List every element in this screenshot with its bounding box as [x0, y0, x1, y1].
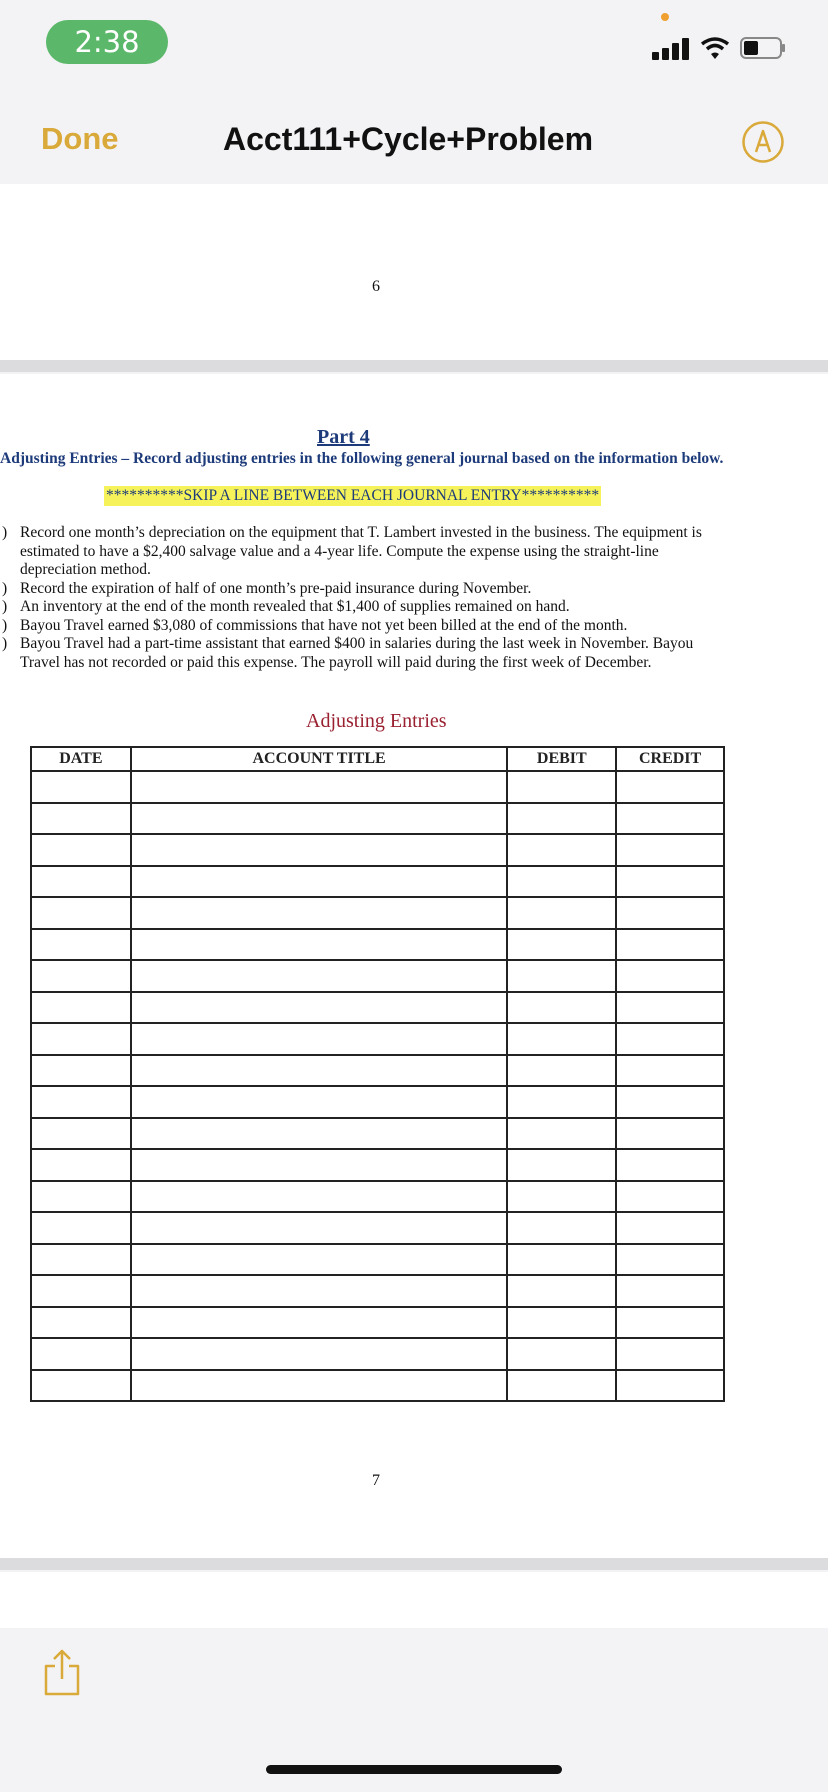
date-cell[interactable] [31, 1244, 131, 1276]
date-cell[interactable] [31, 1055, 131, 1087]
page-divider [0, 360, 828, 372]
credit-cell[interactable] [616, 960, 724, 992]
account-title-cell[interactable] [131, 992, 508, 1024]
date-cell[interactable] [31, 929, 131, 961]
debit-cell[interactable] [507, 834, 616, 866]
date-cell[interactable] [31, 1338, 131, 1370]
debit-cell[interactable] [507, 897, 616, 929]
pdf-page-6 [0, 184, 828, 360]
table-row [31, 1275, 724, 1307]
pdf-page-8 [0, 1572, 828, 1628]
header-date: DATE [31, 747, 131, 771]
date-cell[interactable] [31, 1275, 131, 1307]
item-text-line: Record one month’s depreciation on the equipment that T. Lambert invested in the business. The equipment is [20, 524, 702, 541]
page-number: 6 [372, 278, 380, 295]
adjustment-item [0, 580, 800, 599]
table-row [31, 929, 724, 961]
document-title: Acct111+Cycle+Problem [223, 121, 594, 157]
header-account-title: ACCOUNT TITLE [131, 747, 508, 771]
wifi-icon [700, 36, 730, 60]
adjustment-item [0, 598, 800, 617]
adjustment-items-list [0, 524, 800, 672]
table-row [31, 1338, 724, 1370]
account-title-cell[interactable] [131, 1307, 508, 1339]
date-cell[interactable] [31, 1086, 131, 1118]
date-cell[interactable] [31, 803, 131, 835]
debit-cell[interactable] [507, 1023, 616, 1055]
credit-cell[interactable] [616, 834, 724, 866]
table-row [31, 897, 724, 929]
table-row [31, 803, 724, 835]
table-row [31, 1244, 724, 1276]
account-title-cell[interactable] [131, 1055, 508, 1087]
account-title-cell[interactable] [131, 1181, 508, 1213]
header-debit: DEBIT [507, 747, 616, 771]
privacy-indicator-dot [661, 13, 669, 21]
page-number: 7 [372, 1472, 380, 1489]
date-cell[interactable] [31, 1181, 131, 1213]
status-time-text: 2:38 [74, 25, 140, 59]
table-title: Adjusting Entries [306, 710, 447, 732]
table-row [31, 1212, 724, 1244]
credit-cell[interactable] [616, 1023, 724, 1055]
pdf-page-7 [0, 374, 828, 1558]
table-row [31, 771, 724, 803]
table-row [31, 1055, 724, 1087]
credit-cell[interactable] [616, 1275, 724, 1307]
debit-cell[interactable] [507, 1370, 616, 1402]
share-icon[interactable] [42, 1648, 82, 1698]
table-row [31, 1181, 724, 1213]
date-cell[interactable] [31, 771, 131, 803]
credit-cell[interactable] [616, 1055, 724, 1087]
debit-cell[interactable] [507, 803, 616, 835]
date-cell[interactable] [31, 992, 131, 1024]
item-text-line: depreciation method. [20, 561, 151, 578]
credit-cell[interactable] [616, 771, 724, 803]
item-marker: ) [2, 524, 8, 541]
table-row [31, 1118, 724, 1150]
credit-cell[interactable] [616, 803, 724, 835]
item-text-line: An inventory at the end of the month revealed that $1,400 of supplies remained on hand. [20, 598, 570, 615]
account-title-cell[interactable] [131, 960, 508, 992]
part-title: Part 4 [317, 426, 370, 448]
credit-cell[interactable] [616, 1181, 724, 1213]
skip-line-highlight: **********SKIP A LINE BETWEEN EACH JOURNAL ENTRY********** [106, 487, 600, 504]
status-time [46, 20, 168, 64]
item-marker: ) [2, 598, 8, 615]
table-row [31, 866, 724, 898]
home-indicator [266, 1765, 562, 1774]
instructions-text: Adjusting Entries – Record adjusting entries in the following general journal based on the information below. [0, 450, 724, 467]
credit-cell[interactable] [616, 1086, 724, 1118]
account-title-cell[interactable] [131, 1023, 508, 1055]
debit-cell[interactable] [507, 992, 616, 1024]
date-cell[interactable] [31, 1149, 131, 1181]
table-row [31, 960, 724, 992]
table-row [31, 992, 724, 1024]
account-title-cell[interactable] [131, 834, 508, 866]
markup-pen-icon[interactable] [741, 120, 785, 164]
debit-cell[interactable] [507, 1307, 616, 1339]
table-header-row [31, 747, 724, 771]
item-text-line: estimated to have a $2,400 salvage value and a 4-year life. Compute the expense using the straight-line [20, 542, 659, 560]
date-cell[interactable] [31, 897, 131, 929]
debit-cell[interactable] [507, 1118, 616, 1150]
account-title-cell[interactable] [131, 771, 508, 803]
debit-cell[interactable] [507, 1149, 616, 1181]
debit-cell[interactable] [507, 1244, 616, 1276]
credit-cell[interactable] [616, 1338, 724, 1370]
debit-cell[interactable] [507, 929, 616, 961]
debit-cell[interactable] [507, 1055, 616, 1087]
table-row [31, 834, 724, 866]
account-title-cell[interactable] [131, 1149, 508, 1181]
debit-cell[interactable] [507, 960, 616, 992]
debit-cell[interactable] [507, 1338, 616, 1370]
account-title-cell[interactable] [131, 1118, 508, 1150]
header-credit: CREDIT [616, 747, 724, 771]
account-title-cell[interactable] [131, 866, 508, 898]
date-cell[interactable] [31, 1118, 131, 1150]
credit-cell[interactable] [616, 929, 724, 961]
credit-cell[interactable] [616, 1118, 724, 1150]
account-title-cell[interactable] [131, 1338, 508, 1370]
item-text-line: Record the expiration of half of one month’s pre-paid insurance during November. [20, 579, 532, 597]
credit-cell[interactable] [616, 1370, 724, 1402]
page-divider [0, 1558, 828, 1570]
date-cell[interactable] [31, 834, 131, 866]
adjustment-item [0, 524, 800, 580]
account-title-cell[interactable] [131, 1370, 508, 1402]
cellular-signal-icon [652, 36, 690, 60]
date-cell[interactable] [31, 1023, 131, 1055]
account-title-cell[interactable] [131, 897, 508, 929]
account-title-cell[interactable] [131, 929, 508, 961]
item-text-line: Travel has not recorded or paid this expense. The payroll will paid during the first week of December. [20, 653, 652, 671]
debit-cell[interactable] [507, 866, 616, 898]
item-marker: ) [2, 635, 8, 652]
account-title-cell[interactable] [131, 1275, 508, 1307]
date-cell[interactable] [31, 960, 131, 992]
account-title-cell[interactable] [131, 1086, 508, 1118]
table-row [31, 1086, 724, 1118]
table-row [31, 1307, 724, 1339]
item-text-line: Bayou Travel earned $3,080 of commissions that have not yet been billed at the end of the month. [20, 616, 628, 634]
credit-cell[interactable] [616, 992, 724, 1024]
table-row [31, 1149, 724, 1181]
item-marker: ) [2, 579, 8, 597]
account-title-cell[interactable] [131, 1212, 508, 1244]
credit-cell[interactable] [616, 866, 724, 898]
credit-cell[interactable] [616, 1244, 724, 1276]
done-button[interactable]: Done [41, 121, 119, 156]
debit-cell[interactable] [507, 1212, 616, 1244]
item-text-line: Bayou Travel had a part-time assistant that earned $400 in salaries during the last week in November. Bayou [20, 635, 694, 652]
debit-cell[interactable] [507, 1086, 616, 1118]
table-row [31, 1023, 724, 1055]
adjustment-item [0, 635, 800, 672]
debit-cell[interactable] [507, 771, 616, 803]
debit-cell[interactable] [507, 1275, 616, 1307]
debit-cell[interactable] [507, 1181, 616, 1213]
account-title-cell[interactable] [131, 1244, 508, 1276]
credit-cell[interactable] [616, 897, 724, 929]
credit-cell[interactable] [616, 1149, 724, 1181]
credit-cell[interactable] [616, 1212, 724, 1244]
general-journal-table [30, 746, 725, 1402]
account-title-cell[interactable] [131, 803, 508, 835]
credit-cell[interactable] [616, 1307, 724, 1339]
battery-icon [740, 37, 786, 59]
date-cell[interactable] [31, 1212, 131, 1244]
table-row [31, 1370, 724, 1402]
date-cell[interactable] [31, 1370, 131, 1402]
adjustment-item [0, 617, 800, 636]
item-marker: ) [2, 616, 8, 634]
date-cell[interactable] [31, 866, 131, 898]
date-cell[interactable] [31, 1307, 131, 1339]
